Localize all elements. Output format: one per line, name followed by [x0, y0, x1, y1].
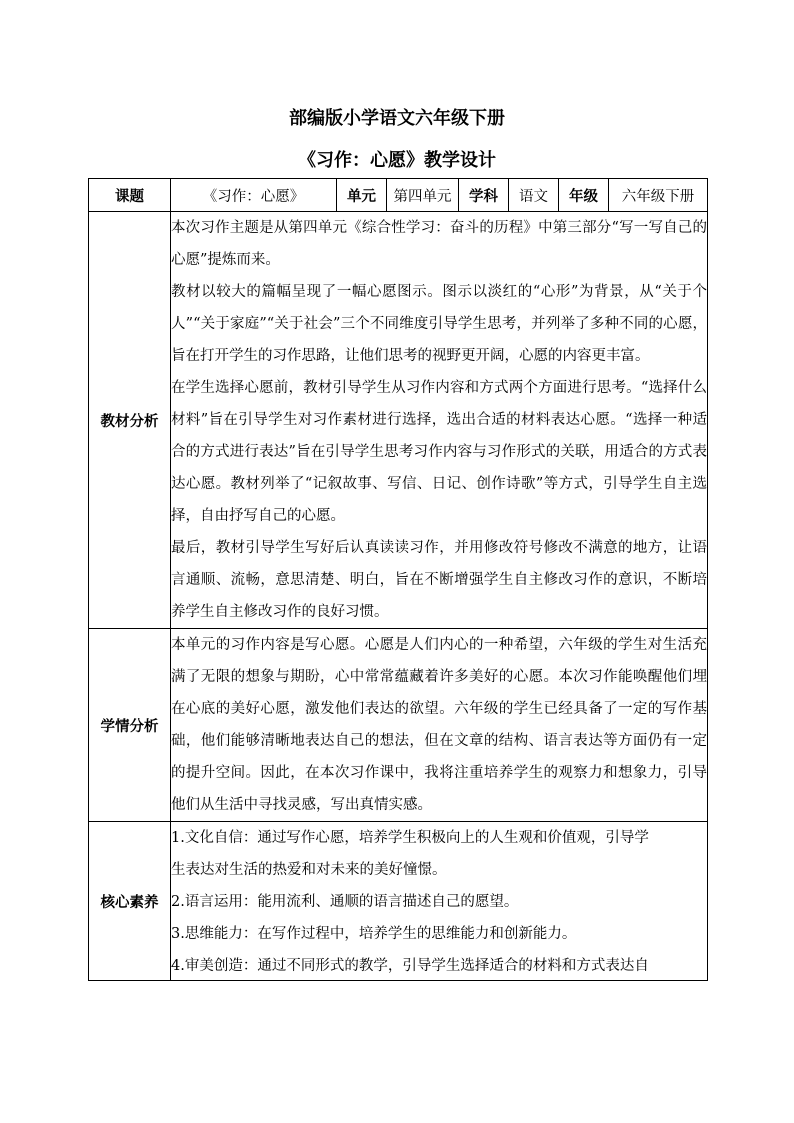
unit-label: 单元 [337, 179, 387, 212]
textbook-paragraph: 本次习作主题是从第四单元《综合性学习：奋斗的历程》中第三部分“写一写自己的心愿”提炼而来。 [171, 220, 707, 268]
grade-value: 六年级下册 [609, 179, 708, 212]
textbook-paragraph: 在学生选择心愿前，教材引导学生从习作内容和方式两个方面进行思考。“选择什么材料”旨在引导学生对习作素材进行选择，选出合适的材料表达心愿。“选择一种适合的方式进行表达”旨在引导学生思考习作内容与习作形式的关联，用适合的方式表达心愿。教材列举了“记叙故事、写信、日记、创作诗歌”等方式，引导学生自主选择，自由抒写自己的心愿。 [171, 380, 707, 524]
learner-analysis-row [89, 629, 708, 822]
competency-item: 2.语言运用：能用流利、通顺的语言描述自己的愿望。 [171, 894, 519, 910]
textbook-analysis-row [89, 212, 708, 629]
competency-item: 4.审美创造：通过不同形式的教学，引导学生选择适合的材料和方式表达自 [171, 958, 649, 974]
learner-analysis-content [171, 629, 708, 822]
core-competency-content [171, 822, 708, 981]
lesson-plan-table [88, 178, 708, 981]
document-title: 部编版小学语文六年级下册 [289, 108, 505, 129]
learner-analysis-label: 学情分析 [89, 629, 171, 822]
topic-value: 《习作：心愿》 [171, 179, 337, 212]
grade-label: 年级 [559, 179, 609, 212]
competency-item: 生表达对生活的热爱和对未来的美好憧憬。 [171, 862, 447, 878]
competency-item: 3.思维能力：在写作过程中，培养学生的思维能力和创新能力。 [171, 926, 577, 942]
competency-item: 1.文化自信：通过写作心愿，培养学生积极向上的人生观和价值观，引导学 [171, 830, 649, 846]
textbook-paragraph: 教材以较大的篇幅呈现了一幅心愿图示。图示以淡红的“心形”为背景，从“关于个人”“关于家庭”“关于社会”三个不同维度引导学生思考，并列举了多种不同的心愿，旨在打开学生的习作思路，让他们思考的视野更开阔，心愿的内容更丰富。 [171, 284, 707, 364]
topic-label: 课题 [89, 179, 171, 212]
core-competency-label: 核心素养 [89, 822, 171, 981]
textbook-analysis-content [171, 212, 708, 629]
unit-value: 第四单元 [387, 179, 459, 212]
textbook-analysis-label: 教材分析 [89, 212, 171, 629]
subject-label: 学科 [459, 179, 509, 212]
document-subtitle: 《习作：心愿》教学设计 [298, 150, 496, 171]
core-competency-row [89, 822, 708, 981]
subject-value: 语文 [509, 179, 559, 212]
header-row [89, 179, 708, 212]
textbook-paragraph: 最后，教材引导学生写好后认真读读习作，并用修改符号修改不满意的地方，让语言通顺、流畅，意思清楚、明白，旨在不断增强学生自主修改习作的意识，不断培养学生自主修改习作的良好习惯。 [171, 540, 707, 620]
learner-paragraph: 本单元的习作内容是写心愿。心愿是人们内心的一种希望，六年级的学生对生活充满了无限的想象与期盼，心中常常蕴藏着许多美好的心愿。本次习作能唤醒他们埋在心底的美好心愿，激发他们表达的欲望。六年级的学生已经具备了一定的写作基础，他们能够清晰地表达自己的想法，但在文章的结构、语言表达等方面仍有一定的提升空间。因此，在本次习作课中，我将注重培养学生的观察力和想象力，引导他们从生活中寻找灵感，写出真情实感。 [171, 637, 707, 813]
